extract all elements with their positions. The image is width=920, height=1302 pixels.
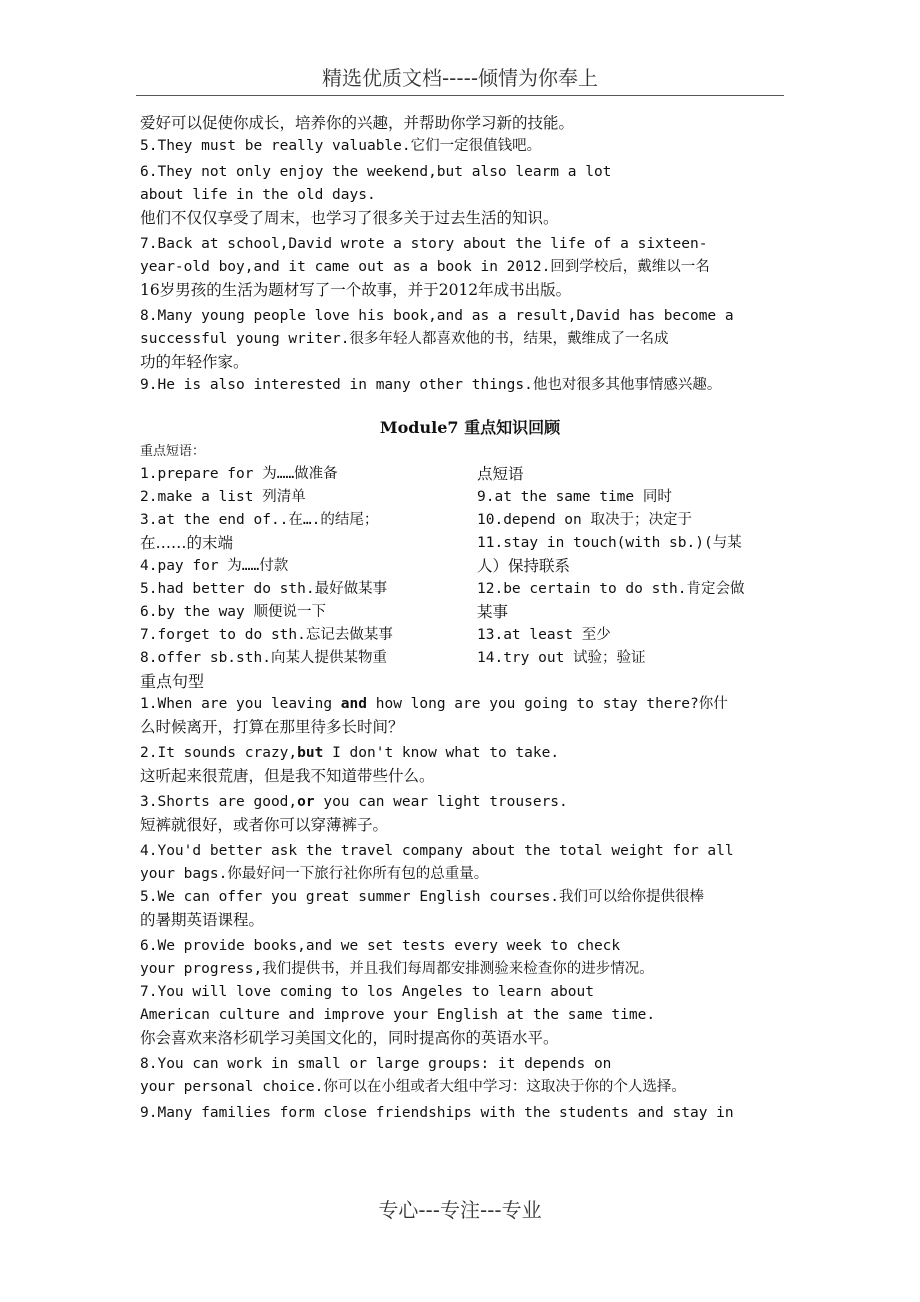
pattern-3-line-1 (140, 791, 800, 814)
pattern-3-conjunction: or (297, 794, 315, 810)
pattern-2-line-1 (140, 742, 800, 765)
sentence-7-line-3: 16岁男孩的生活为题材写了一个故事，并于2012年成书出版。 (140, 281, 572, 299)
pattern-3-text-b: you can wear light trousers. (314, 794, 568, 810)
phrase-item: 10.depend on 取决于；决定于 (477, 512, 692, 528)
phrase-column-left (140, 463, 477, 670)
pattern-8-line-1: 8.You can work in small or large groups: it depends on (140, 1056, 612, 1072)
phrase-item: 3.at the end of..在….的结尾； (140, 512, 379, 528)
pattern-5-line-1: 5.We can offer you great summer English courses.我们可以给你提供很棒 (140, 889, 705, 905)
sentences-label: 重点句型 (140, 672, 205, 691)
phrase-item: 人）保持联系 (477, 557, 571, 575)
phrase-column-right (477, 463, 800, 670)
pattern-1-conjunction: and (340, 696, 367, 712)
pattern-1-line-1 (140, 693, 800, 716)
phrase-item: 5.had better do sth.最好做某事 (140, 581, 388, 597)
phrase-item: 12.be certain to do sth.肯定会做 (477, 581, 745, 597)
sentence-8-line-2: successful young writer.很多年轻人都喜欢他的书，结果，戴维成了一名成 (140, 331, 669, 347)
sentence-7-line-1: 7.Back at school,David wrote a story about the life of a sixteen- (140, 236, 708, 252)
phrase-item: 某事 (477, 603, 509, 621)
phrase-item: 14.try out 试验；验证 (477, 650, 646, 666)
page-header: 精选优质文档-----倾情为你奉上 (321, 66, 599, 90)
document-body (140, 112, 800, 1125)
phrase-item: 7.forget to do sth.忘记去做某事 (140, 627, 393, 643)
pattern-7-line-3: 你会喜欢来洛杉矶学习美国文化的，同时提高你的英语水平。 (140, 1029, 559, 1047)
sentence-7-line-2: year-old boy,and it came out as a book in 2012.回到学校后，戴维以一名 (140, 259, 710, 275)
sentence-6-en-1: 6.They not only enjoy the weekend,but also learm a lot (140, 164, 612, 180)
sentence-4-end: 爱好可以促使你成长，培养你的兴趣，并帮助你学习新的技能。 (140, 114, 575, 132)
phrase-columns (140, 463, 800, 670)
phrase-item: 在……的末端 (140, 534, 234, 552)
pattern-5-line-2: 的暑期英语课程。 (140, 911, 265, 929)
pattern-7-line-2: American culture and improve your English at the same time. (140, 1007, 656, 1023)
sentence-6-en-2: about life in the old days. (140, 187, 376, 203)
phrase-item: 13.at least 至少 (477, 627, 611, 643)
pattern-3-line-2: 短裤就很好，或者你可以穿薄裤子。 (140, 816, 389, 834)
pattern-2-text-b: I don't know what to take. (323, 745, 560, 761)
phrase-item: 8.offer sb.sth.向某人提供某物重 (140, 650, 387, 666)
pattern-3-text-a: 3.Shorts are good, (140, 794, 298, 810)
pattern-7-line-1: 7.You will love coming to los Angeles to learn about (140, 984, 594, 1000)
sentence-5: 5.They must be really valuable.它们一定很值钱吧。 (140, 138, 542, 154)
pattern-6-line-1: 6.We provide books,and we set tests every week to check (140, 938, 621, 954)
sentence-6-zh: 他们不仅仅享受了周末，也学习了很多关于过去生活的知识。 (140, 209, 559, 227)
pattern-1-text-a: 1.When are you leaving (140, 696, 341, 712)
pattern-6-line-2: your progress,我们提供书，并且我们每周都安排测验来检查你的进步情况。 (140, 961, 654, 977)
sentence-8-line-1: 8.Many young people love his book,and as a result,David has become a (140, 308, 734, 324)
phrases-label: 重点短语： (140, 444, 206, 459)
pattern-4-line-1: 4.You'd better ask the travel company about the total weight for all (140, 843, 734, 859)
pattern-8-line-2: your personal choice.你可以在小组或者大组中学习：这取决于你的个人选择。 (140, 1079, 686, 1095)
phrase-item: 2.make a list 列清单 (140, 489, 306, 505)
pattern-2-line-2: 这听起来很荒唐，但是我不知道带些什么。 (140, 767, 435, 785)
sentence-9: 9.He is also interested in many other things.他也对很多其他事情感兴趣。 (140, 377, 722, 393)
page-footer: 专心---专注---专业 (378, 1198, 542, 1222)
phrase-item: 9.at the same time 同时 (477, 489, 672, 505)
phrase-item: 11.stay in touch(with sb.)(与某 (477, 535, 742, 551)
pattern-9-line-1: 9.Many families form close friendships with the students and stay in (140, 1105, 734, 1121)
phrase-item: 1.prepare for 为……做准备 (140, 466, 338, 482)
pattern-1-line-2: 么时候离开，打算在那里待多长时间？ (140, 718, 404, 736)
sentence-8-line-3: 功的年轻作家。 (140, 353, 249, 371)
pattern-2-conjunction: but (297, 745, 324, 761)
phrase-item: 点短语 (477, 465, 524, 483)
module7-title: Module7 重点知识回顾 (379, 418, 561, 437)
pattern-1-text-b: how long are you going to stay there?你什 (367, 696, 728, 712)
phrase-item: 4.pay for 为……付款 (140, 558, 289, 574)
phrase-item: 6.by the way 顺便说一下 (140, 604, 326, 620)
pattern-4-line-2: your bags.你最好问一下旅行社你所有包的总重量。 (140, 866, 489, 882)
header-divider (136, 95, 784, 96)
pattern-2-text-a: 2.It sounds crazy, (140, 745, 298, 761)
